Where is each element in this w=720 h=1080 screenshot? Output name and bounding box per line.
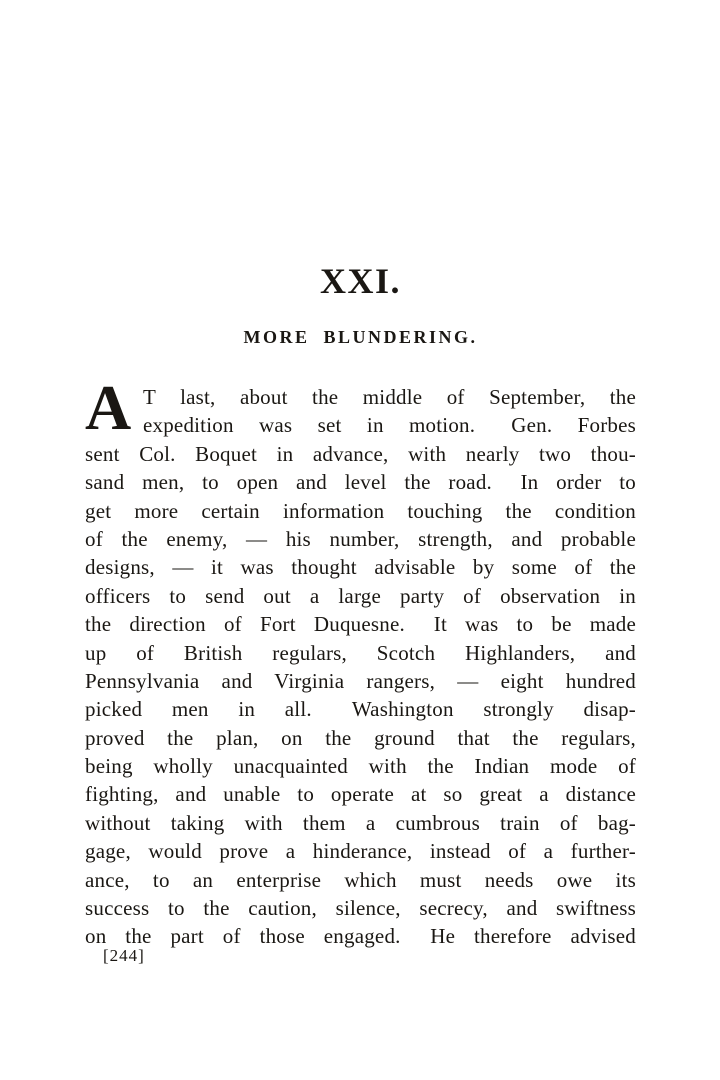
body-line: sent Col. Boquet in advance, with nearly two thou- (85, 441, 636, 466)
page-number: [244] (103, 946, 145, 965)
body-line: expedition was set in motion. Gen. Forbes (143, 413, 636, 438)
body-line: of the enemy, — his number, strength, and probable (85, 526, 636, 551)
body-line: picked men in all. Washington strongly disap- (85, 697, 636, 722)
body-line: Pennsylvania and Virginia rangers, — eight hundred (85, 668, 636, 693)
body-line: up of British regulars, Scotch Highlanders, and (85, 640, 636, 665)
body-line: officers to send out a large party of observation in (85, 583, 636, 608)
body-line: being wholly unacquainted with the Indian mode of (85, 754, 636, 779)
chapter-number: XXI. (319, 261, 401, 301)
body-line: T last, about the middle of September, the (143, 385, 636, 409)
chapter-title: MORE BLUNDERING. (243, 327, 478, 347)
body-line: on the part of those engaged. He therefore advised (85, 924, 636, 949)
body-lines (85, 383, 636, 951)
body-line: sand men, to open and level the road. In order to (85, 470, 636, 495)
body-line: ance, to an enterprise which must needs owe its (85, 867, 636, 892)
body-line: get more certain information touching the condition (85, 498, 636, 523)
body-line: proved the plan, on the ground that the regulars, (85, 725, 636, 750)
body-line: the direction of Fort Duquesne. It was to be made (85, 612, 636, 637)
body-text (85, 372, 636, 951)
body-line: without taking with them a cumbrous train of bag- (85, 810, 636, 835)
body-line: success to the caution, silence, secrecy, and swiftness (85, 896, 636, 921)
drop-cap: A (85, 372, 132, 443)
body-line: fighting, and unable to operate at so great a distance (85, 782, 636, 807)
body-line: gage, would prove a hinderance, instead of a further- (85, 839, 636, 864)
body-line: designs, — it was thought advisable by some of the (85, 555, 636, 580)
